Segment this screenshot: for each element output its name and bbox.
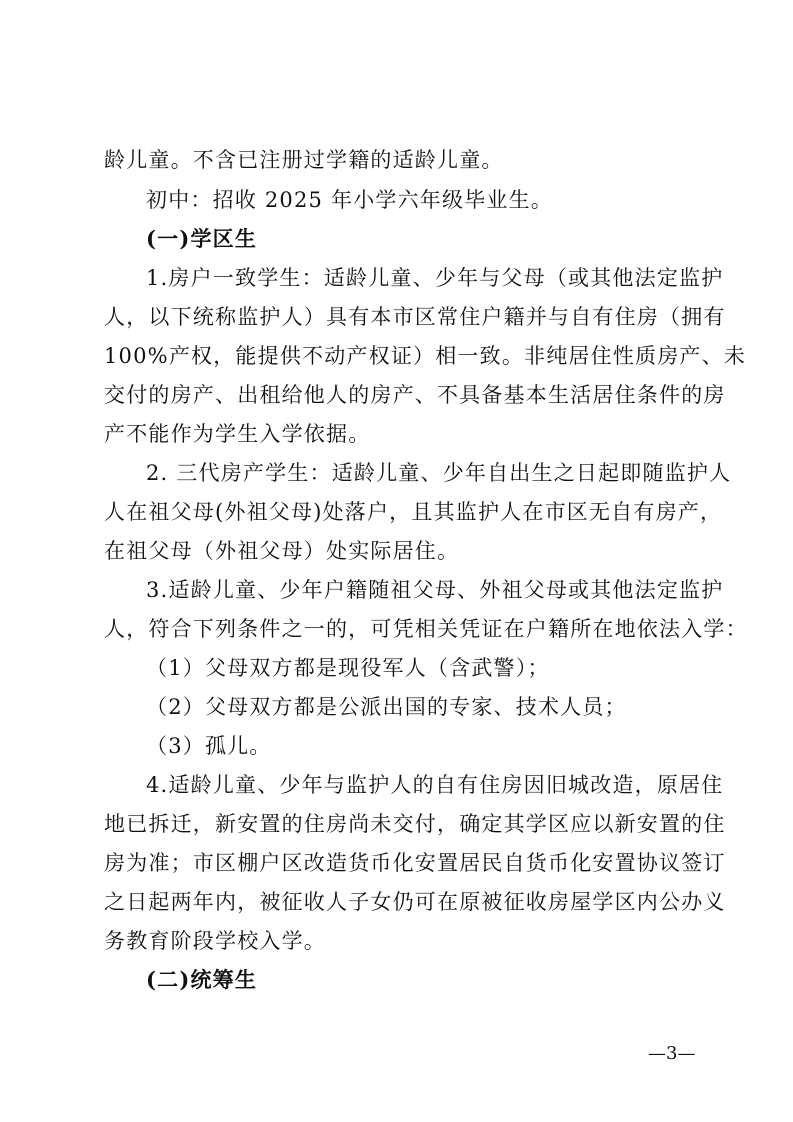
- list-item-3: （3）孤儿。: [146, 734, 272, 758]
- section-heading-2: (二)统筹生: [146, 967, 258, 992]
- list-item-1: （1）父母双方都是现役军人（含武警）；: [146, 656, 550, 680]
- text-line-12: 3.适龄儿童、少年户籍随祖父母、外祖父母或其他法定监护: [146, 578, 724, 602]
- text-line-8: 产不能作为学生入学依据。: [104, 422, 371, 446]
- text-line-4: 1.房户一致学生：适龄儿童、少年与父母（或其他法定监护: [146, 266, 724, 290]
- text-line-11: 在祖父母（外祖父母）处实际居住。: [104, 539, 460, 563]
- section-heading-1: (一)学区生: [146, 226, 258, 251]
- text-line-2: 初中：招收 2025 年小学六年级毕业生。: [146, 188, 553, 212]
- text-line-6: 100%产权，能提供不动产权证）相一致。非纯居住性质房产、未: [104, 344, 747, 368]
- text-line-1: 龄儿童。不含已注册过学籍的适龄儿童。: [104, 148, 504, 172]
- text-line-7: 交付的房产、出租给他人的房产、不具备基本生活居住条件的房: [104, 383, 726, 407]
- list-item-2: （2）父母双方都是公派出国的专家、技术人员；: [146, 695, 627, 719]
- text-line-9: 2. 三代房产学生：适龄儿童、少年自出生之日起即随监护人: [146, 461, 732, 485]
- text-line-13: 人，符合下列条件之一的，可凭相关凭证在户籍所在地依法入学：: [104, 617, 748, 641]
- text-line-5: 人，以下统称监护人）具有本市区常住户籍并与自有住房（拥有: [104, 305, 726, 329]
- text-line-17: 4.适龄儿童、少年与监护人的自有住房因旧城改造，原居住: [146, 773, 724, 797]
- text-line-20: 之日起两年内，被征收人子女仍可在原被征收房屋学区内公办义: [104, 890, 726, 914]
- text-line-10: 人在祖父母(外祖父母)处落户，且其监护人在市区无自有房产，: [104, 500, 723, 524]
- text-line-19: 房为准；市区棚户区改造货币化安置居民自货币化安置协议签订: [104, 851, 726, 875]
- text-line-18: 地已拆迁，新安置的住房尚未交付，确定其学区应以新安置的住: [104, 812, 726, 836]
- text-line-21: 务教育阶段学校入学。: [104, 929, 326, 953]
- page-number: —3—: [648, 1043, 696, 1064]
